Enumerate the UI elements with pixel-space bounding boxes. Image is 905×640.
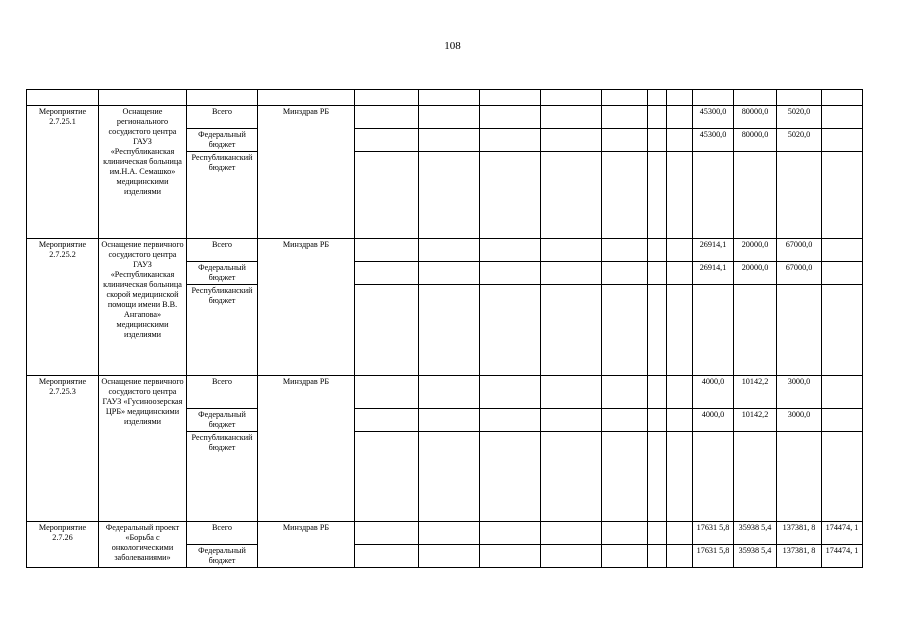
empty-cell — [541, 376, 602, 409]
value-cell-3: 5020,0 — [777, 129, 822, 152]
empty-cell — [648, 106, 667, 129]
empty-cell — [667, 522, 693, 545]
value-cell-1: 45300,0 — [693, 106, 734, 129]
empty-cell — [419, 129, 480, 152]
empty-cell — [541, 106, 602, 129]
value-cell-2: 10142,2 — [734, 409, 777, 432]
value-cell-2: 35938 5,4 — [734, 522, 777, 545]
empty-cell — [480, 432, 541, 522]
empty-cell — [667, 152, 693, 239]
empty-cell — [480, 262, 541, 285]
value-cell-1: 17631 5,8 — [693, 545, 734, 568]
funding-source-cell: Всего — [187, 106, 258, 129]
event-code-cell: Мероприятие 2.7.25.2 — [27, 239, 99, 376]
empty-cell — [541, 432, 602, 522]
event-name-cell: Оснащение регионального сосудистого центра ГАУЗ «Республиканская клиническая больница им.Н.А. Семашко» медицинскими изделиями — [99, 106, 187, 239]
table-row — [27, 376, 863, 409]
empty-cell — [602, 432, 648, 522]
value-cell-2 — [734, 152, 777, 239]
value-cell-3: 5020,0 — [777, 106, 822, 129]
funding-source-cell: Всего — [187, 239, 258, 262]
empty-cell — [648, 285, 667, 376]
empty-cell — [541, 152, 602, 239]
event-code-cell: Мероприятие 2.7.25.3 — [27, 376, 99, 522]
value-cell-2 — [734, 432, 777, 522]
value-cell-3: 3000,0 — [777, 409, 822, 432]
empty-cell — [648, 376, 667, 409]
empty-cell — [602, 106, 648, 129]
value-cell-4 — [822, 432, 863, 522]
event-name-cell: Оснащение первичного сосудистого центра ГАУЗ «Республиканская клиническая больница скорой медицинской помощи имени В.В. Ангапова» медицинскими изделиями — [99, 239, 187, 376]
empty-cell — [667, 285, 693, 376]
table-header-row — [27, 90, 863, 106]
value-cell-2: 20000,0 — [734, 262, 777, 285]
executor-cell: Минздрав РБ — [258, 522, 355, 568]
empty-cell — [667, 239, 693, 262]
table-row — [27, 522, 863, 545]
funding-source-cell: Республиканский бюджет — [187, 152, 258, 239]
empty-cell — [355, 432, 419, 522]
value-cell-4 — [822, 129, 863, 152]
empty-cell — [602, 239, 648, 262]
funding-source-cell: Федеральный бюджет — [187, 262, 258, 285]
value-cell-4: 174474, 1 — [822, 522, 863, 545]
empty-cell — [648, 129, 667, 152]
executor-cell: Минздрав РБ — [258, 106, 355, 239]
empty-cell — [355, 409, 419, 432]
empty-cell — [541, 409, 602, 432]
funding-source-cell: Федеральный бюджет — [187, 409, 258, 432]
empty-cell — [480, 376, 541, 409]
value-cell-3: 137381, 8 — [777, 545, 822, 568]
empty-cell — [419, 545, 480, 568]
page-number: 108 — [444, 40, 461, 52]
value-cell-3: 137381, 8 — [777, 522, 822, 545]
value-cell-4 — [822, 152, 863, 239]
event-code-cell: Мероприятие 2.7.25.1 — [27, 106, 99, 239]
value-cell-1: 4000,0 — [693, 376, 734, 409]
value-cell-2: 10142,2 — [734, 376, 777, 409]
empty-cell — [541, 522, 602, 545]
value-cell-4: 174474, 1 — [822, 545, 863, 568]
empty-cell — [602, 152, 648, 239]
empty-cell — [355, 106, 419, 129]
empty-cell — [480, 522, 541, 545]
empty-cell — [355, 239, 419, 262]
empty-cell — [667, 262, 693, 285]
empty-cell — [355, 152, 419, 239]
executor-cell: Минздрав РБ — [258, 376, 355, 522]
empty-cell — [667, 409, 693, 432]
value-cell-2: 20000,0 — [734, 239, 777, 262]
value-cell-1 — [693, 285, 734, 376]
value-cell-4 — [822, 409, 863, 432]
value-cell-3 — [777, 285, 822, 376]
empty-cell — [648, 239, 667, 262]
empty-cell — [419, 239, 480, 262]
empty-cell — [648, 152, 667, 239]
value-cell-1: 45300,0 — [693, 129, 734, 152]
empty-cell — [602, 409, 648, 432]
empty-cell — [667, 545, 693, 568]
value-cell-3: 67000,0 — [777, 239, 822, 262]
value-cell-3 — [777, 432, 822, 522]
value-cell-3: 3000,0 — [777, 376, 822, 409]
empty-cell — [480, 152, 541, 239]
table-row — [27, 106, 863, 129]
empty-cell — [667, 432, 693, 522]
value-cell-2 — [734, 285, 777, 376]
empty-cell — [648, 545, 667, 568]
value-cell-4 — [822, 239, 863, 262]
empty-cell — [355, 376, 419, 409]
event-name-cell: Федеральный проект «Борьба с онкологическими заболеваниями» — [99, 522, 187, 568]
value-cell-1: 26914,1 — [693, 262, 734, 285]
empty-cell — [602, 545, 648, 568]
empty-cell — [602, 376, 648, 409]
empty-cell — [355, 522, 419, 545]
executor-cell: Минздрав РБ — [258, 239, 355, 376]
empty-cell — [602, 129, 648, 152]
empty-cell — [419, 522, 480, 545]
value-cell-4 — [822, 106, 863, 129]
empty-cell — [541, 239, 602, 262]
empty-cell — [648, 432, 667, 522]
empty-cell — [355, 285, 419, 376]
value-cell-4 — [822, 376, 863, 409]
empty-cell — [480, 239, 541, 262]
empty-cell — [419, 285, 480, 376]
empty-cell — [541, 129, 602, 152]
empty-cell — [355, 262, 419, 285]
value-cell-1: 4000,0 — [693, 409, 734, 432]
empty-cell — [667, 376, 693, 409]
empty-cell — [667, 106, 693, 129]
empty-cell — [419, 376, 480, 409]
empty-cell — [480, 409, 541, 432]
empty-cell — [419, 152, 480, 239]
empty-cell — [480, 129, 541, 152]
funding-source-cell: Всего — [187, 522, 258, 545]
value-cell-1: 26914,1 — [693, 239, 734, 262]
table-row — [27, 239, 863, 262]
empty-cell — [667, 129, 693, 152]
value-cell-2: 80000,0 — [734, 129, 777, 152]
empty-cell — [602, 262, 648, 285]
empty-cell — [419, 409, 480, 432]
value-cell-1 — [693, 152, 734, 239]
funding-source-cell: Федеральный бюджет — [187, 545, 258, 568]
value-cell-2: 80000,0 — [734, 106, 777, 129]
funding-source-cell: Всего — [187, 376, 258, 409]
empty-cell — [355, 545, 419, 568]
empty-cell — [648, 522, 667, 545]
empty-cell — [480, 545, 541, 568]
empty-cell — [541, 285, 602, 376]
budget-table — [26, 89, 863, 568]
value-cell-3: 67000,0 — [777, 262, 822, 285]
funding-source-cell: Республиканский бюджет — [187, 432, 258, 522]
event-name-cell: Оснащение первичного сосудистого центра ГАУЗ «Гусиноозерская ЦРБ» медицинскими изделиями — [99, 376, 187, 522]
empty-cell — [480, 106, 541, 129]
value-cell-4 — [822, 262, 863, 285]
empty-cell — [602, 522, 648, 545]
empty-cell — [355, 129, 419, 152]
value-cell-1 — [693, 432, 734, 522]
empty-cell — [419, 106, 480, 129]
empty-cell — [419, 432, 480, 522]
empty-cell — [419, 262, 480, 285]
empty-cell — [648, 409, 667, 432]
value-cell-2: 35938 5,4 — [734, 545, 777, 568]
value-cell-1: 17631 5,8 — [693, 522, 734, 545]
empty-cell — [602, 285, 648, 376]
funding-source-cell: Федеральный бюджет — [187, 129, 258, 152]
empty-cell — [480, 285, 541, 376]
event-code-cell: Мероприятие 2.7.26 — [27, 522, 99, 568]
empty-cell — [541, 545, 602, 568]
value-cell-4 — [822, 285, 863, 376]
empty-cell — [541, 262, 602, 285]
funding-source-cell: Республиканский бюджет — [187, 285, 258, 376]
value-cell-3 — [777, 152, 822, 239]
empty-cell — [648, 262, 667, 285]
